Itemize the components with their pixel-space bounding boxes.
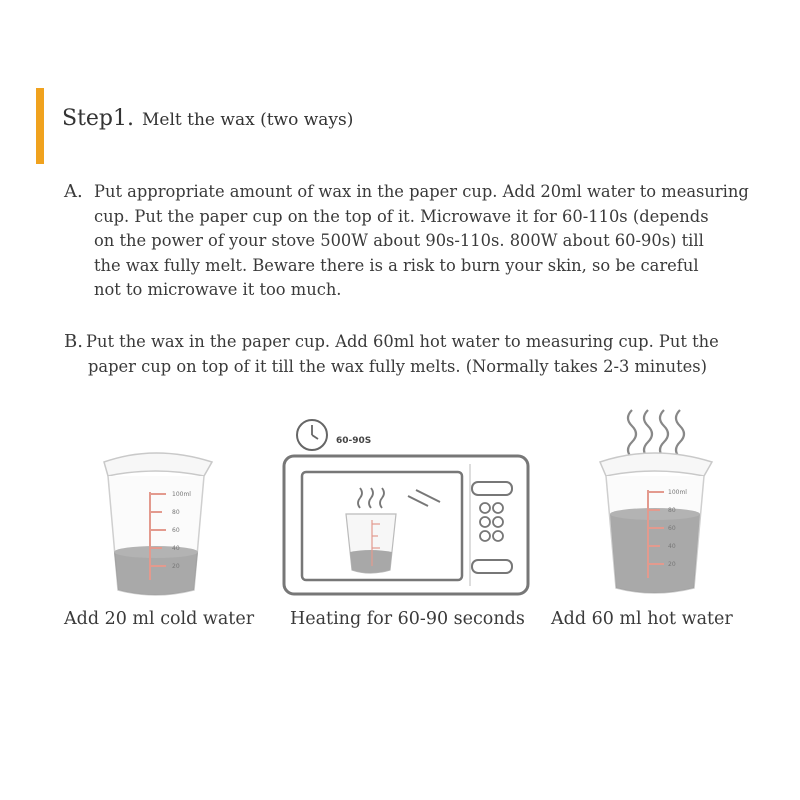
- caption-hot-water: Add 60 ml hot water: [551, 609, 733, 629]
- step-label: Step1.: [62, 106, 135, 131]
- method-a-line: on the power of your stove 500W about 90s-110s. 800W about 60-90s) till: [94, 231, 704, 250]
- cup-mark: 100ml: [172, 491, 191, 498]
- cup-mark: 20: [668, 561, 676, 568]
- accent-bar: [36, 88, 44, 164]
- caption-cold-water: Add 20 ml cold water: [64, 609, 255, 629]
- method-a-line: not to microwave it too much.: [94, 280, 342, 299]
- measuring-cup-cold-icon: [90, 440, 220, 600]
- cup-mark: 60: [172, 527, 180, 534]
- cup-mark: 80: [668, 507, 676, 514]
- cup-mark: 40: [668, 543, 676, 550]
- method-a-line: the wax fully melt. Beware there is a risk to burn your skin, so be careful: [94, 255, 699, 275]
- timer-label: 60-90S: [336, 436, 372, 446]
- cup-mark: 20: [172, 563, 180, 570]
- step-title: [62, 106, 353, 131]
- method-b-line: Put the wax in the paper cup. Add 60ml hot water to measuring cup. Put the: [86, 332, 719, 351]
- microwave-icon: [280, 452, 532, 598]
- method-a-line: cup. Put the paper cup on the top of it. Microwave it for 60-110s (depends: [94, 206, 709, 226]
- method-a-paragraph: [64, 180, 764, 303]
- method-a-line: Put appropriate amount of wax in the paper cup. Add 20ml water to measuring: [94, 182, 749, 201]
- cup-mark: 40: [172, 545, 180, 552]
- method-b-paragraph: [64, 330, 764, 379]
- method-b-letter: B.: [64, 331, 83, 352]
- method-b-line: paper cup on top of it till the wax fully melts. (Normally takes 2-3 minutes): [88, 356, 707, 376]
- caption-heating: Heating for 60-90 seconds: [290, 609, 525, 629]
- measuring-cup-hot-icon: [592, 400, 722, 600]
- step-subtitle: Melt the wax (two ways): [142, 110, 354, 130]
- cup-mark: 80: [172, 509, 180, 516]
- cup-mark: 60: [668, 525, 676, 532]
- cup-mark: 100ml: [668, 489, 687, 496]
- timer-icon: [292, 415, 392, 455]
- method-a-letter: A.: [64, 181, 83, 202]
